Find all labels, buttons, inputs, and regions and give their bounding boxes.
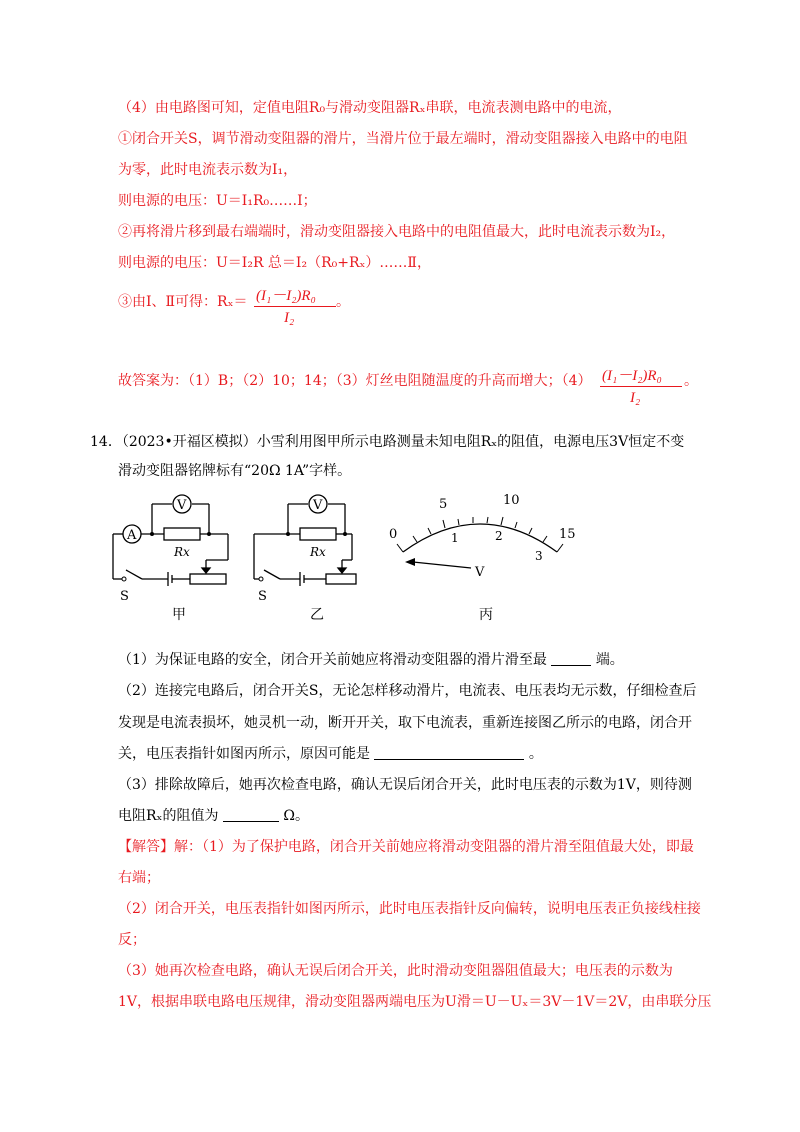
answer-suffix: 。	[684, 373, 698, 389]
fraction-numerator: (I₁－I₂)R₀	[602, 368, 662, 384]
solution-line: 则电源的电压：U＝I₁R₀……Ⅰ；	[118, 193, 317, 209]
dial-unit: V	[475, 565, 485, 580]
dial-upper-label: 5	[439, 497, 448, 512]
figure-caption-yi: 乙	[310, 607, 324, 623]
formula-suffix: 。	[336, 294, 350, 310]
answer-blank[interactable]	[374, 745, 524, 760]
circuit-diagram-jia	[112, 490, 242, 610]
sub-question-2	[118, 744, 543, 764]
fraction-bar	[254, 306, 336, 307]
dial-upper-label: 15	[559, 527, 576, 542]
sub-question-text: 。	[528, 746, 543, 762]
question-14-line: 滑动变阻器铭牌标有“20Ω 1A”字样。	[118, 463, 352, 479]
solution-line: 反；	[118, 932, 146, 948]
question-14-line: 14．（2023•开福区模拟）小雪利用图甲所示电路测量未知电阻Rₓ的阻值，电源电压3V恒定不变	[90, 434, 685, 450]
dial-arc	[403, 524, 557, 552]
final-answer: 故答案为：（1）B；（2）10；14；（3）灯丝电阻随温度的升高而增大；（4）	[118, 373, 592, 389]
solution-line: （4）由电路图可知，定值电阻R₀与滑动变阻器Rₓ串联，电流表测电路中的电流，	[118, 100, 622, 116]
sub-question-text: 电阻Rₓ的阻值为	[118, 808, 219, 824]
resistor-label: Rx	[310, 545, 326, 559]
sub-question-2: 发现是电流表损坏，她灵机一动，断开开关，取下电流表，重新连接图乙所示的电路，闭合开	[118, 715, 692, 731]
figure-caption-bing: 丙	[479, 607, 493, 623]
dial-lower-label: 3	[535, 549, 543, 563]
dial-lower-label: 1	[451, 531, 459, 545]
solution-line: 1V，根据串联电路电压规律，滑动变阻器两端电压为U滑＝U－Uₓ＝3V－1V＝2V，由串联分压	[118, 994, 712, 1010]
answer-fraction	[600, 364, 684, 414]
solution-line: 则电源的电压：U＝I₂R 总＝I₂（R₀+Rₓ）……Ⅱ，	[118, 255, 431, 271]
formula-fraction	[254, 284, 338, 334]
solution-line: ②再将滑片移到最右端端时，滑动变阻器接入电路中的电阻值最大，此时电流表示数为I₂，	[118, 224, 676, 240]
voltmeter-label: V	[177, 498, 187, 513]
figure-caption-jia: 甲	[172, 607, 186, 623]
dial-upper-label: 10	[503, 493, 520, 508]
dial-needle	[413, 562, 471, 568]
ammeter-label: A	[127, 528, 137, 543]
solution-line: （2）闭合开关，电压表指针如图丙所示，此时电压表指针反向偏转，说明电压表正负接线柱接	[118, 901, 701, 917]
answer-blank[interactable]	[551, 651, 591, 666]
fraction-denominator: I₂	[284, 310, 295, 326]
formula-prefix: ③由Ⅰ、Ⅱ可得：Rₓ＝	[118, 294, 248, 310]
fraction-numerator: (I₁－I₂)R₀	[256, 288, 316, 304]
switch-label: S	[258, 589, 267, 604]
sub-question-3	[118, 806, 309, 826]
solution-line: （3）她再次检查电路，确认无误后闭合开关，此时滑动变阻器阻值最大；电压表的示数为	[118, 963, 673, 979]
sub-question-1	[118, 650, 624, 670]
solution-line: ①闭合开关S，调节滑动变阻器的滑片，当滑片位于最左端时，滑动变阻器接入电路中的电阻	[118, 131, 688, 147]
answer-blank[interactable]	[223, 807, 279, 822]
solution-line: 右端；	[118, 870, 160, 886]
sub-question-text: （1）为保证电路的安全，闭合开关前她应将滑动变阻器的滑片滑至最	[118, 652, 547, 668]
solution-line: 为零，此时电流表示数为I₁，	[118, 162, 298, 178]
voltmeter-label: V	[313, 498, 323, 513]
dial-lower-label: 2	[495, 529, 503, 543]
fraction-denominator: I₂	[630, 390, 641, 406]
sub-question-text: 关，电压表指针如图丙所示，原因可能是	[118, 746, 370, 762]
sub-question-2: （2）连接完电路后，闭合开关S，无论怎样移动滑片，电流表、电压表均无示数，仔细检查后	[118, 683, 697, 699]
sub-question-text: 端。	[595, 652, 624, 668]
solution-line	[118, 292, 248, 312]
dial-upper-label: 0	[389, 527, 398, 542]
sub-question-3: （3）排除故障后，她再次检查电路，确认无误后闭合开关，此时电压表的示数为1V，则待测	[118, 777, 692, 793]
resistor-label: Rx	[174, 545, 190, 559]
voltmeter-dial-bing	[385, 488, 585, 588]
sub-question-text: Ω。	[283, 808, 309, 824]
circuit-diagram-yi	[248, 490, 378, 610]
fraction-bar	[600, 386, 682, 387]
solution-line: 【解答】解：（1）为了保护电路，闭合开关前她应将滑动变阻器的滑片滑至阻值最大处，即最	[118, 839, 694, 855]
switch-label: S	[120, 589, 129, 604]
needle-tip	[405, 558, 415, 566]
